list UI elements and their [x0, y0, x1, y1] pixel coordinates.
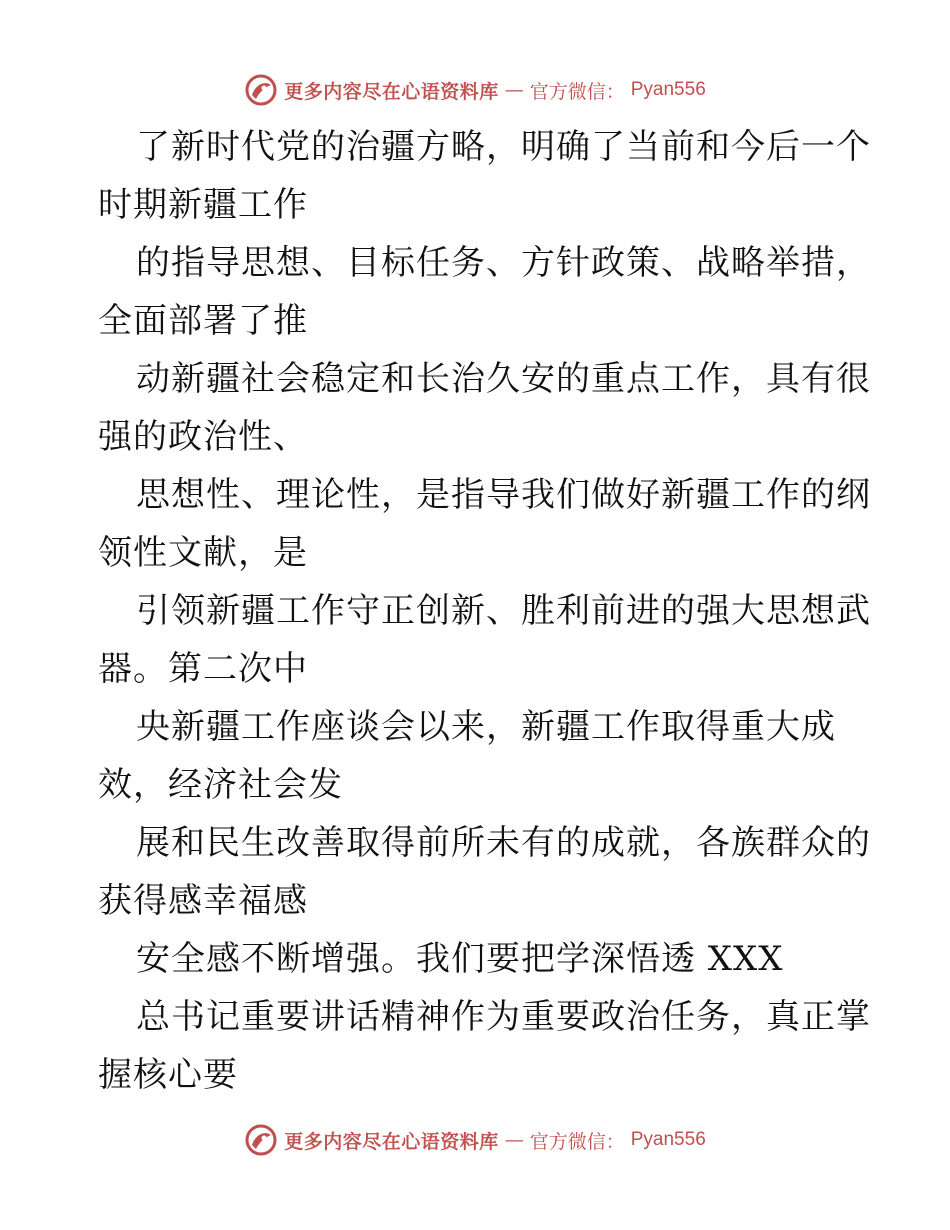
footer-banner-wechat-id: Pyan556 [630, 1129, 706, 1150]
body-line: 动新疆社会稳定和长治久安的重点工作，具有很 [136, 359, 871, 399]
document-body [98, 118, 871, 1104]
body-line: 全面部署了推 [98, 301, 308, 341]
body-line: 强的政治性、 [98, 417, 308, 457]
body-line: 的指导思想、目标任务、方针政策、战略举措， [136, 243, 871, 283]
body-line: 思想性、理论性，是指导我们做好新疆工作的纲 [136, 475, 871, 515]
header-banner [0, 70, 950, 110]
footer-banner-separator: — [504, 1129, 524, 1151]
header-banner-separator: — [504, 79, 524, 101]
body-line: 安全感不断增强。我们要把学深悟透 XXX [136, 939, 784, 979]
body-line: 总书记重要讲话精神作为重要政治任务，真正掌 [136, 997, 871, 1037]
footer-banner-main: 更多内容尽在心语资料库 [284, 1130, 499, 1153]
body-line: 展和民生改善取得前所未有的成就，各族群众的 [136, 823, 871, 863]
body-line: 器。第二次中 [98, 649, 308, 689]
footer-banner [0, 1120, 950, 1160]
body-line: 获得感幸福感 [98, 881, 308, 921]
body-line: 了新时代党的治疆方略，明确了当前和今后一个 [136, 127, 871, 167]
brand-logo-icon [244, 73, 278, 107]
body-line: 央新疆工作座谈会以来，新疆工作取得重大成 [136, 707, 836, 747]
header-banner-wechat-label: 官方微信： [529, 80, 625, 103]
body-line: 引领新疆工作守正创新、胜利前进的强大思想武 [136, 591, 871, 631]
brand-logo-icon [244, 1123, 278, 1157]
footer-banner-wechat-label: 官方微信： [529, 1130, 625, 1153]
body-line: 握核心要 [98, 1055, 238, 1095]
header-banner-main: 更多内容尽在心语资料库 [284, 80, 499, 103]
body-line: 领性文献，是 [98, 533, 308, 573]
body-line: 时期新疆工作 [98, 185, 308, 225]
body-line: 效，经济社会发 [98, 765, 343, 805]
header-banner-wechat-id: Pyan556 [630, 79, 706, 100]
